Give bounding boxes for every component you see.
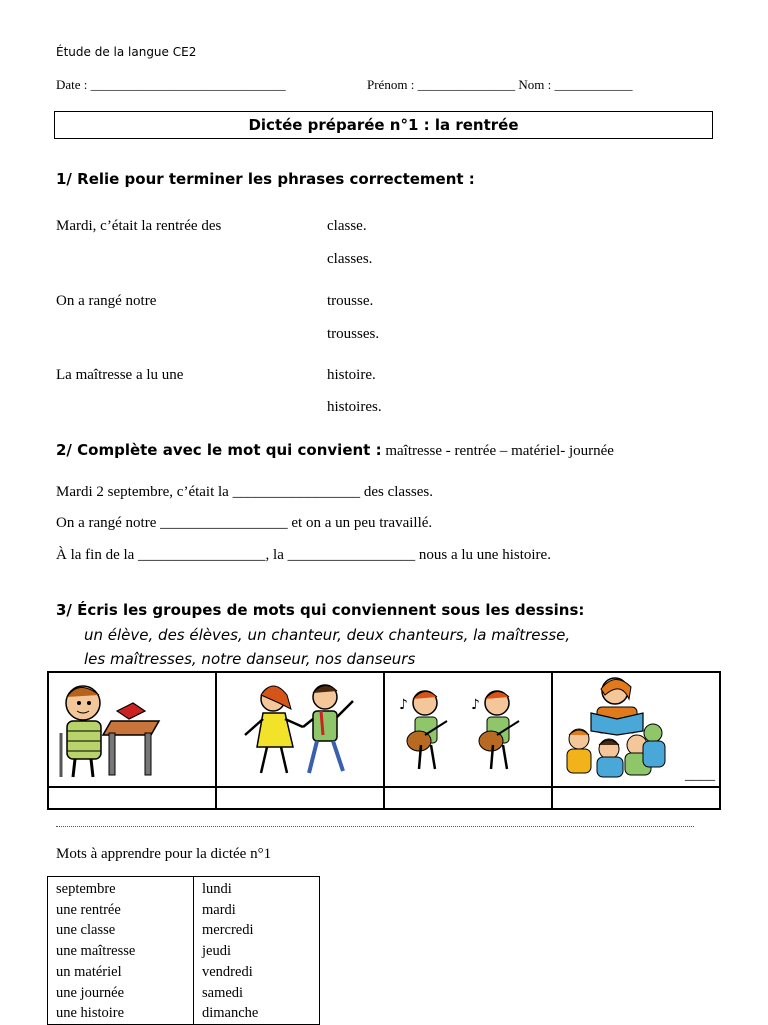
name-row — [367, 77, 632, 93]
ex1-start-1: Mardi, c’était la rentrée des — [56, 218, 222, 234]
prenom-label: Prénom : — [367, 77, 418, 92]
student-at-desk-illustration — [49, 673, 215, 781]
answer-blank: ____ — [685, 767, 715, 783]
date-row — [56, 77, 286, 93]
ex2-line-3: À la fin de la _________________, la _________________ nous a lu une histoire. — [56, 547, 551, 563]
page-title: Dictée préparée n°1 : la rentrée — [54, 111, 713, 139]
word-item: lundi — [202, 881, 232, 897]
word-item: mercredi — [202, 922, 254, 939]
ex1-opt-1a: classe. — [327, 218, 367, 234]
exercise3-heading: 3/ Écris les groupes de mots qui conviennent sous les dessins: — [56, 601, 585, 619]
words-to-learn-table — [47, 876, 320, 1025]
drawing-cell-2 — [216, 672, 384, 787]
word-item: un matériel — [56, 963, 122, 980]
exercise2-words: maîtresse - rentrée – matériel- journée — [381, 443, 614, 459]
drawing-cell-3 — [384, 672, 552, 787]
prenom-blank: _______________ — [417, 77, 516, 92]
drawings-table — [47, 671, 721, 810]
word-item: une rentrée — [56, 901, 121, 918]
word-item: une classe — [56, 922, 116, 939]
answer-cell-3[interactable] — [384, 787, 552, 809]
word-item: vendredi — [202, 963, 253, 980]
two-singers-illustration — [385, 673, 551, 781]
ex1-opt-2b: trousses. — [327, 326, 380, 342]
word-item: une journée — [56, 984, 125, 1001]
date-blank: ______________________________ — [90, 77, 286, 92]
ex1-start-2: On a rangé notre — [56, 293, 157, 309]
words-to-learn-heading: Mots à apprendre pour la dictée n°1 — [56, 846, 272, 862]
teacher-reading-illustration — [553, 673, 719, 781]
exercise2-heading-row — [56, 441, 614, 460]
nom-label: Nom : — [515, 77, 555, 92]
answer-cell-4[interactable] — [552, 787, 720, 809]
exercise3-words-2: les maîtresses, notre danseur, nos danseurs — [84, 650, 416, 668]
subject-label: Étude de la langue CE2 — [56, 45, 197, 59]
ex2-line-1: Mardi 2 septembre, c’était la _________________ des classes. — [56, 484, 433, 500]
date-label: Date : — [56, 77, 91, 92]
word-item: samedi — [202, 984, 244, 1001]
word-item: une histoire — [56, 1005, 125, 1022]
exercise3-words-1: un élève, des élèves, un chanteur, deux chanteurs, la maîtresse, — [84, 626, 571, 644]
word-item: une maîtresse — [56, 943, 136, 960]
two-dancers-illustration — [217, 673, 383, 781]
words-column-days — [194, 877, 320, 1025]
svg-text:♪: ♪ — [399, 697, 408, 713]
word-item: mardi — [202, 901, 236, 918]
ex2-line-2: On a rangé notre _________________ et on a un peu travaillé. — [56, 515, 433, 531]
words-column-nouns — [48, 877, 194, 1025]
exercise2-heading: 2/ Complète avec le mot qui convient : — [56, 441, 382, 459]
ex1-opt-3a: histoire. — [327, 367, 376, 383]
ex1-start-3: La maîtresse a lu une — [56, 367, 184, 383]
svg-text:♪: ♪ — [471, 697, 480, 713]
word-item: septembre — [56, 881, 116, 897]
ex1-opt-1b: classes. — [327, 251, 373, 267]
exercise1-heading: 1/ Relie pour terminer les phrases correctement : — [56, 170, 475, 188]
nom-blank: ____________ — [554, 77, 633, 92]
ex1-opt-3b: histoires. — [327, 399, 382, 415]
word-item: dimanche — [202, 1005, 259, 1022]
word-item: jeudi — [202, 943, 231, 960]
ex1-opt-2a: trousse. — [327, 293, 374, 309]
answer-cell-1[interactable] — [48, 787, 216, 809]
drawing-cell-1 — [48, 672, 216, 787]
drawing-cell-4 — [552, 672, 720, 787]
separator-line — [56, 826, 694, 827]
answer-cell-2[interactable] — [216, 787, 384, 809]
